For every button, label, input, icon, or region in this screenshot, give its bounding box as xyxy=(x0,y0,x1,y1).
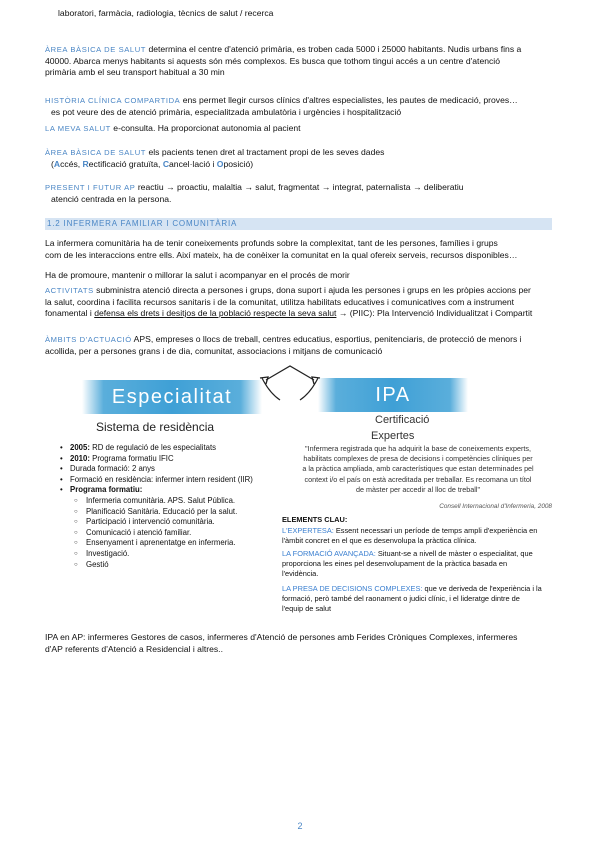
activities-text: subministra atenció directa a persones i grups, dona suport i ajuda les persones i grups en les pròpies accions per xyxy=(96,285,531,295)
abs2-paragraph xyxy=(45,147,552,170)
quote-line: "Infermera registrada que ha adquirit la base de coneixements experts, xyxy=(305,444,531,453)
list-subitem: ○ Planificació Sanitària. Educació per la salut. xyxy=(60,507,270,518)
element-decisions: LA PRESA DE DECISIONS COMPLEXES: que ve deriveda de l'experiència i la formació, però també del raonament o judici clínic, i el lideratge dintre de l'equip de salut xyxy=(282,584,542,614)
lms-text: e-consulta. Ha proporcionat autonomia al pacient xyxy=(113,123,301,133)
list-subitem: ○ Ensenyament i aprenentatge en infermeria. xyxy=(60,538,270,549)
quote-line: a la pràctica ampliada, amb característiques que estan determinades pel xyxy=(302,464,534,474)
ambits-paragraph xyxy=(45,334,552,357)
body-paragraph-1 xyxy=(45,238,552,261)
pfap-paragraph xyxy=(45,182,552,205)
activities-underlined: defensa els drets i desitjos de la població respecte la seva salut xyxy=(94,308,337,319)
page-number: 2 xyxy=(297,821,303,831)
element-formacio: LA FORMACIÓ AVANÇADA: Situant-se a nivell de màster o especialitat, que proporciona les eines pel desenvolupament de la pràctica basada en l'evidència. xyxy=(282,549,533,579)
section-title: 1.2 INFERMERA FAMILIAR I COMUNITÀRIA xyxy=(45,218,552,230)
quote-source: Consell Internacional d'Infermeria, 2008 xyxy=(439,503,552,510)
abs-label: ÀREA BÀSICA DE SALUT xyxy=(45,45,147,54)
ipa-quote xyxy=(284,444,552,495)
quote-line: de màster per accedir al lloc de treball" xyxy=(356,484,480,494)
hcc-text: ens permet llegir cursos clínics d'altres especialistes, les pautes de medicació, proves… xyxy=(182,95,518,105)
ambits-text: APS, empreses o llocs de treball, centres educatius, esportius, penitenciaris, de protecció de menors i xyxy=(133,334,522,344)
list-item: • Formació en residència: infermer intern resident (IIR) xyxy=(60,475,270,486)
list-item: • 2010: Programa formatiu IFIC xyxy=(60,454,270,465)
list-item: • 2005: RD de regulació de les especialitats xyxy=(60,443,270,454)
list-subitem: ○ Comunicació i atenció familiar. xyxy=(60,528,270,539)
abs-paragraph xyxy=(45,44,552,79)
left-subtitle: Sistema de residència xyxy=(96,420,215,434)
lms-paragraph xyxy=(45,123,552,135)
abs-text: determina el centre d'atenció primària, es troben cada 5000 i 25000 habitants. Nudis urbans fins a xyxy=(148,44,522,54)
ipa-ap-text: d'AP referents d'Atenció a Residencial i altres.. xyxy=(45,643,223,654)
arco-open: ( xyxy=(51,158,54,169)
body-text: com de les interaccions entre ells. Així mateix, ha de conèixer la comunitat en la qual ofereix serveis, recursos disponibles… xyxy=(45,249,518,260)
ipa-ap-paragraph xyxy=(45,632,552,655)
arco-cap: A xyxy=(53,158,61,169)
ipa-ap-text: IPA en AP: infermeres Gestores de casos, infermeres d'Atenció de persones amb Ferides Cròniques Complexes, infermeres xyxy=(45,632,518,642)
arco-rights xyxy=(45,159,253,169)
pfap-text: atenció centrada en la persona. xyxy=(51,193,172,204)
activities-label: ACTIVITATS xyxy=(45,286,94,295)
activities-text: fonamental i xyxy=(45,308,95,319)
quote-line: habilitats complexes de presa de decisions i competències clíniques per xyxy=(303,454,533,464)
arco-rest: posició) xyxy=(223,158,254,169)
right-subtitle-1: Certificació xyxy=(375,414,430,426)
hcc-label: HISTÒRIA CLÍNICA COMPARTIDA xyxy=(45,96,181,105)
pfap-label: PRESENT I FUTUR AP xyxy=(45,183,136,192)
list-subitem: ○ Gestió xyxy=(60,560,270,571)
ipa-banner: IPA xyxy=(318,378,468,412)
abs2-label: ÀREA BÀSICA DE SALUT xyxy=(45,148,147,157)
list-item: • Durada formació: 2 anys xyxy=(60,464,270,475)
element-expertesa: L'EXPERTESA: Essent necessari un període de temps ampli d'experiència en l'àmbit concret en el que es desenvolupa la pràctica clínica. xyxy=(282,526,538,546)
list-subitem-continued: ○ Participació i intervenció comunitària. xyxy=(60,517,270,528)
right-subtitle-2: Expertes xyxy=(371,430,415,442)
ambits-text: acollida, per a persones grans i de dia, comunitat, associacions i mitjans de comunicació xyxy=(45,345,383,356)
pfap-text: reactiu → proactiu, malaltia → salut, fragmentat → integrat, paternalista → deliberatiu xyxy=(137,182,464,192)
activities-paragraph xyxy=(45,285,552,320)
list-subitem: ○ Infermeria comunitària. APS. Salut Pública. xyxy=(60,496,270,507)
list-item: • Programa formatiu: xyxy=(60,485,270,496)
body-text: La infermera comunitària ha de tenir coneixements profunds sobre la complexitat, tant de les persones, famílies i grups xyxy=(45,238,498,248)
ambits-label: ÀMBITS D'ACTUACIÓ xyxy=(45,335,132,344)
abs-text: primària amb el seu transport habitual a 30 min xyxy=(45,67,225,78)
arco-cap: C xyxy=(162,158,170,169)
activities-text: la salut, coordina i facilita recursos sanitaris i de la comunitat, utilitza habilitats educatives i comunicatives com a instrument xyxy=(45,296,515,307)
arco-cap: R xyxy=(82,158,89,169)
arco-rest: ancel·lació i xyxy=(169,158,217,169)
arco-cap: O xyxy=(216,158,224,169)
hcc-text: es pot veure des de atenció primària, especialitzada ambulatòria i urgències i hospitalització xyxy=(51,106,402,117)
elements-title: ELEMENTS CLAU: xyxy=(282,515,348,524)
intro-line: laboratori, farmàcia, radiologia, tècnics de salut / recerca xyxy=(58,8,274,18)
hcc-paragraph xyxy=(45,95,552,118)
abs2-text: els pacients tenen dret al tractament propi de les seves dades xyxy=(148,147,385,157)
arco-rest: ccés, xyxy=(60,158,83,169)
list-subitem: ○ Investigació. xyxy=(60,549,270,560)
lms-label: LA MEVA SALUT xyxy=(45,124,111,133)
quote-line: context i/o el país on està acreditada per treballar. Es recomana un títol xyxy=(304,474,532,484)
abs-text: 40000. Abarca menys habitants si aquests són més complexos. Es busca que tothom tingui accés a un centre d'atenció xyxy=(45,55,500,66)
body-paragraph-2: Ha de promoure, mantenir o millorar la salut i acompanyar en el procés de morir xyxy=(45,270,350,280)
especialitat-banner: Especialitat xyxy=(82,380,262,414)
arco-rest: ectificació gratuïta, xyxy=(88,158,163,169)
left-list xyxy=(60,443,270,570)
activities-text: → (PIIC): Pla Intervenció Individualitzat i Compartit xyxy=(336,308,533,319)
